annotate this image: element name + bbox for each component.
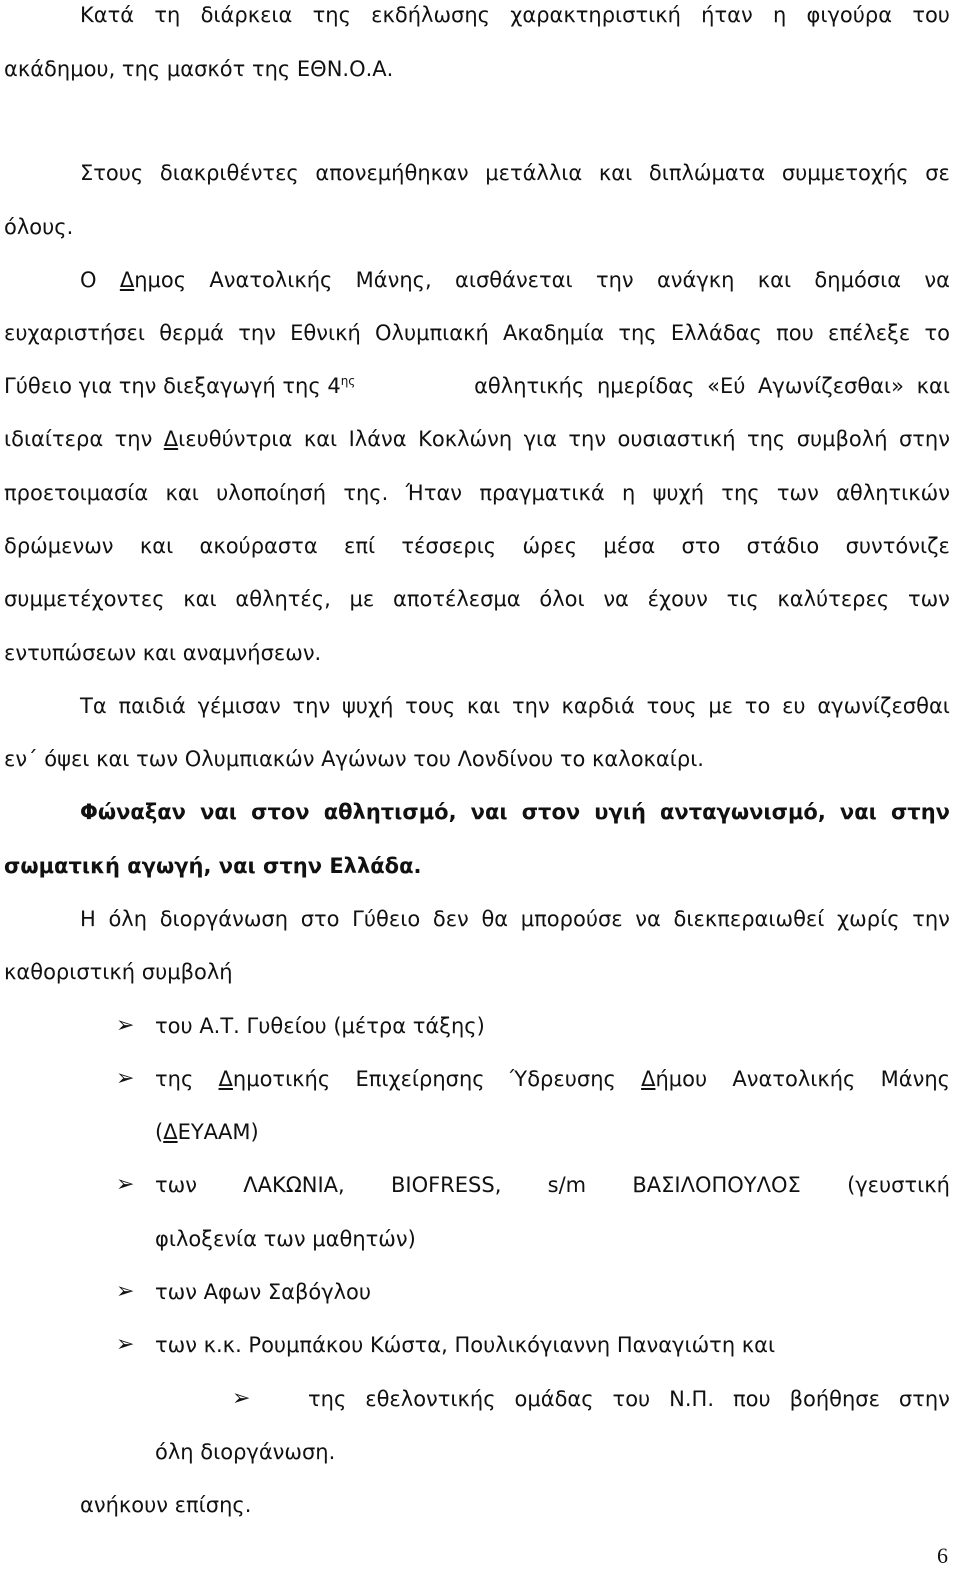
word: χαρακτηριστική bbox=[510, 3, 681, 27]
word: Ύδρευσης bbox=[509, 1067, 616, 1091]
word: της bbox=[155, 1067, 194, 1091]
word: στο bbox=[681, 534, 721, 558]
word: ναι bbox=[470, 800, 508, 824]
word: χωρίς bbox=[837, 907, 900, 931]
word: των bbox=[907, 587, 950, 611]
word: Γύθειο bbox=[352, 907, 421, 931]
bullet-item-2-line1 bbox=[155, 1064, 950, 1094]
word: γέμισαν bbox=[197, 694, 281, 718]
word: τη bbox=[154, 3, 181, 27]
word: αγωνίζεσθαι bbox=[817, 694, 950, 718]
word: ώρες bbox=[522, 534, 578, 558]
word: με bbox=[708, 694, 734, 718]
word: έχουν bbox=[647, 587, 708, 611]
word: υγιή bbox=[594, 800, 646, 824]
word: σε bbox=[925, 161, 950, 185]
word: Ο bbox=[80, 268, 97, 292]
word: διοργάνωση bbox=[159, 907, 289, 931]
word: και bbox=[757, 268, 792, 292]
word: τις bbox=[726, 587, 759, 611]
word: να bbox=[924, 268, 950, 292]
p3-line5 bbox=[4, 478, 950, 508]
word: διεκπεραιωθεί bbox=[673, 907, 825, 931]
word: μετάλλια bbox=[485, 161, 583, 185]
p3-line6 bbox=[4, 531, 950, 561]
page-number: 6 bbox=[937, 1543, 948, 1568]
p1-line1 bbox=[80, 0, 950, 30]
word: και bbox=[183, 587, 217, 611]
word: όλοι bbox=[539, 587, 585, 611]
word: παιδιά bbox=[118, 694, 186, 718]
word: στην bbox=[898, 1387, 950, 1411]
word: Ιλάνα bbox=[348, 427, 407, 451]
word: δεν bbox=[432, 907, 469, 931]
word: την bbox=[595, 268, 634, 292]
bullet-arrow-icon: ➢ bbox=[232, 1386, 251, 1411]
underlined-letter: Δ bbox=[119, 268, 135, 292]
word: ήταν bbox=[701, 3, 753, 27]
word: Μάνης bbox=[880, 1067, 950, 1091]
bullet-arrow-icon: ➢ bbox=[116, 1172, 135, 1197]
word: εκδήλωσης bbox=[371, 3, 490, 27]
word: Ελλάδας bbox=[670, 321, 762, 345]
word: ανταγωνισμό, bbox=[660, 800, 826, 824]
word: αποτέλεσμα bbox=[392, 587, 521, 611]
p3-line1 bbox=[80, 265, 950, 295]
p6-line2: καθοριστική συμβολή bbox=[4, 960, 233, 984]
word: Επιχείρησης bbox=[355, 1067, 485, 1091]
word: της. bbox=[343, 481, 389, 505]
word: καρδιά bbox=[561, 694, 635, 718]
p5-line1 bbox=[80, 797, 950, 827]
p3-line3-start: Γύθειο για την διεξαγωγή της $4^{\eta\varsigma}$ bbox=[4, 374, 356, 398]
word: ευ bbox=[782, 694, 806, 718]
word: συμμετέχοντες bbox=[4, 587, 165, 611]
word: Δημοτικής bbox=[218, 1067, 331, 1091]
word: πραγματικά bbox=[479, 481, 605, 505]
word: ουσιαστική bbox=[617, 427, 736, 451]
word: Δήμου bbox=[641, 1067, 708, 1091]
word: της bbox=[618, 321, 657, 345]
word: στην bbox=[898, 427, 950, 451]
word: να bbox=[635, 907, 661, 931]
p3-line3 bbox=[4, 371, 950, 401]
bullet-item-2-line2: (ΔΕΥΑΑΜ) bbox=[155, 1120, 259, 1144]
word: ιδιαίτερα bbox=[4, 427, 104, 451]
word: απονεμήθηκαν bbox=[315, 161, 469, 185]
p4-line1 bbox=[80, 691, 950, 721]
word: s/m bbox=[547, 1173, 587, 1197]
p3-line8: εντυπώσεων και αναμνήσεων. bbox=[4, 641, 322, 665]
bullet-item-3-line1 bbox=[155, 1170, 950, 1200]
p5-line2: σωματική αγωγή, ναι στην Ελλάδα. bbox=[4, 854, 422, 878]
p2-line1 bbox=[80, 158, 950, 188]
word: θα bbox=[481, 907, 509, 931]
word: διακριθέντες bbox=[159, 161, 299, 185]
bullet-item-3-line2: φιλοξενία των μαθητών) bbox=[155, 1227, 416, 1251]
word: Η bbox=[80, 907, 96, 931]
underlined-letter: Δ bbox=[218, 1067, 233, 1091]
word: την bbox=[912, 907, 950, 931]
word: δημόσια bbox=[814, 268, 902, 292]
word: ναι bbox=[200, 800, 237, 824]
word: στον bbox=[251, 800, 310, 824]
p3-line2 bbox=[4, 318, 950, 348]
word: να bbox=[603, 587, 629, 611]
closing-line: ανήκουν επίσης. bbox=[80, 1493, 252, 1517]
p4-line2: εν΄ όψει και των Ολυμπιακών Αγώνων του Λονδίνου το καλοκαίρι. bbox=[4, 747, 704, 771]
underlined-letter: Δ bbox=[641, 1067, 656, 1091]
word: των bbox=[155, 1173, 197, 1197]
p3-line3-end: αθλητικής ημερίδας «Εύ Αγωνίζεσθαι» και bbox=[474, 374, 950, 398]
word: BIOFRESS, bbox=[390, 1173, 502, 1197]
bullet-item-1: του Α.Τ. Γυθείου (μέτρα τάξης) bbox=[155, 1014, 485, 1038]
word: την bbox=[114, 427, 153, 451]
word: Εθνική bbox=[290, 321, 361, 345]
word: στην bbox=[890, 800, 950, 824]
p1-line2: ακάδημου, της μασκότ της ΕΘΝ.Ο.Α. bbox=[4, 57, 394, 81]
bullet-arrow-icon: ➢ bbox=[116, 1332, 135, 1357]
word: που bbox=[732, 1387, 771, 1411]
word: των bbox=[776, 481, 819, 505]
word: ΛΑΚΩΝΙΑ, bbox=[243, 1173, 345, 1197]
word: ακούραστα bbox=[199, 534, 318, 558]
word: Ακαδημία bbox=[503, 321, 605, 345]
word: Κοκλώνη bbox=[418, 427, 513, 451]
word: και bbox=[165, 481, 199, 505]
p3-line4 bbox=[4, 424, 950, 454]
word: ομάδας bbox=[514, 1387, 594, 1411]
word: με bbox=[349, 587, 375, 611]
word: ναι bbox=[839, 800, 877, 824]
word: συντόνιζε bbox=[845, 534, 950, 558]
word: το bbox=[924, 321, 950, 345]
word: θερμά bbox=[159, 321, 224, 345]
underlined-letter: Δ bbox=[163, 427, 179, 451]
word: μπορούσε bbox=[520, 907, 623, 931]
p6-line1 bbox=[80, 904, 950, 934]
word: την bbox=[238, 321, 276, 345]
bullet-arrow-icon: ➢ bbox=[116, 1066, 135, 1091]
word: αισθάνεται bbox=[455, 268, 573, 292]
word: αθλητές, bbox=[235, 587, 331, 611]
bullet-item-6-line1 bbox=[308, 1384, 950, 1414]
bullet-item-6-line2: όλη διοργάνωση. bbox=[155, 1440, 336, 1464]
word: στον bbox=[521, 800, 581, 824]
underlined-letter: Δ bbox=[163, 1120, 178, 1144]
word: η bbox=[622, 481, 636, 505]
word: το bbox=[744, 694, 771, 718]
word: που bbox=[776, 321, 814, 345]
word: δρώμενων bbox=[4, 534, 114, 558]
word: ψυχή bbox=[341, 694, 394, 718]
word: βοήθησε bbox=[789, 1387, 880, 1411]
word: η bbox=[772, 3, 787, 27]
word: μέσα bbox=[603, 534, 656, 558]
word: υλοποίησή bbox=[216, 481, 327, 505]
word: Ήταν bbox=[405, 481, 463, 505]
word: Διευθύντρια bbox=[163, 427, 293, 451]
word: Μάνης, bbox=[355, 268, 432, 292]
ordinal-superscript: ης bbox=[340, 374, 356, 388]
word: ανάγκη bbox=[656, 268, 735, 292]
p2-line2: όλους. bbox=[4, 215, 74, 239]
word: τους bbox=[646, 694, 697, 718]
word: εθελοντικής bbox=[365, 1387, 496, 1411]
word: στάδιο bbox=[746, 534, 820, 558]
word: στο bbox=[300, 907, 340, 931]
bullet-arrow-icon: ➢ bbox=[116, 1013, 135, 1038]
word: της bbox=[308, 1387, 347, 1411]
word: τους bbox=[405, 694, 456, 718]
word: την bbox=[512, 694, 550, 718]
word: Κατά bbox=[80, 3, 135, 27]
word: Ολυμπιακή bbox=[375, 321, 489, 345]
word: του bbox=[912, 3, 950, 27]
word: Ανατολικής bbox=[209, 268, 333, 292]
word: διπλώματα bbox=[648, 161, 766, 185]
word: του bbox=[612, 1387, 651, 1411]
word: τέσσερις bbox=[401, 534, 497, 558]
word: αθλητικών bbox=[836, 481, 950, 505]
word: και bbox=[303, 427, 338, 451]
bullet-item-5: των κ.κ. Ρουμπάκου Κώστα, Πουλικόγιαννη Παναγιώτη και bbox=[155, 1333, 776, 1357]
word: προετοιμασία bbox=[4, 481, 149, 505]
word: την bbox=[292, 694, 331, 718]
bullet-arrow-icon: ➢ bbox=[116, 1279, 135, 1304]
word: Τα bbox=[80, 694, 107, 718]
word: φιγούρα bbox=[806, 3, 893, 27]
word: για bbox=[523, 427, 557, 451]
word: διάρκεια bbox=[200, 3, 293, 27]
word: συμμετοχής bbox=[781, 161, 909, 185]
word: Δημος bbox=[119, 268, 187, 292]
word: Ν.Π. bbox=[669, 1387, 715, 1411]
word: και bbox=[466, 694, 501, 718]
word: όλη bbox=[108, 907, 148, 931]
word: και bbox=[139, 534, 174, 558]
word: επί bbox=[343, 534, 376, 558]
word: ψυχή bbox=[652, 481, 705, 505]
word: της bbox=[746, 427, 786, 451]
word: της bbox=[721, 481, 760, 505]
word: αθλητισμό, bbox=[323, 800, 457, 824]
bullet-item-4: των Αφων Σαβόγλου bbox=[155, 1280, 372, 1304]
p3-line7 bbox=[4, 584, 950, 614]
word: και bbox=[598, 161, 633, 185]
word: την bbox=[568, 427, 607, 451]
word: Στους bbox=[80, 161, 144, 185]
word: της bbox=[312, 3, 351, 27]
word: (γευστική bbox=[847, 1173, 950, 1197]
word: Φώναξαν bbox=[80, 800, 186, 824]
word: καλύτερες bbox=[777, 587, 890, 611]
word: ΒΑΣΙΛΟΠΟΥΛΟΣ bbox=[632, 1173, 801, 1197]
word: συμβολή bbox=[796, 427, 888, 451]
word: επέλεξε bbox=[828, 321, 911, 345]
word: ευχαριστήσει bbox=[4, 321, 145, 345]
word: Ανατολικής bbox=[732, 1067, 856, 1091]
